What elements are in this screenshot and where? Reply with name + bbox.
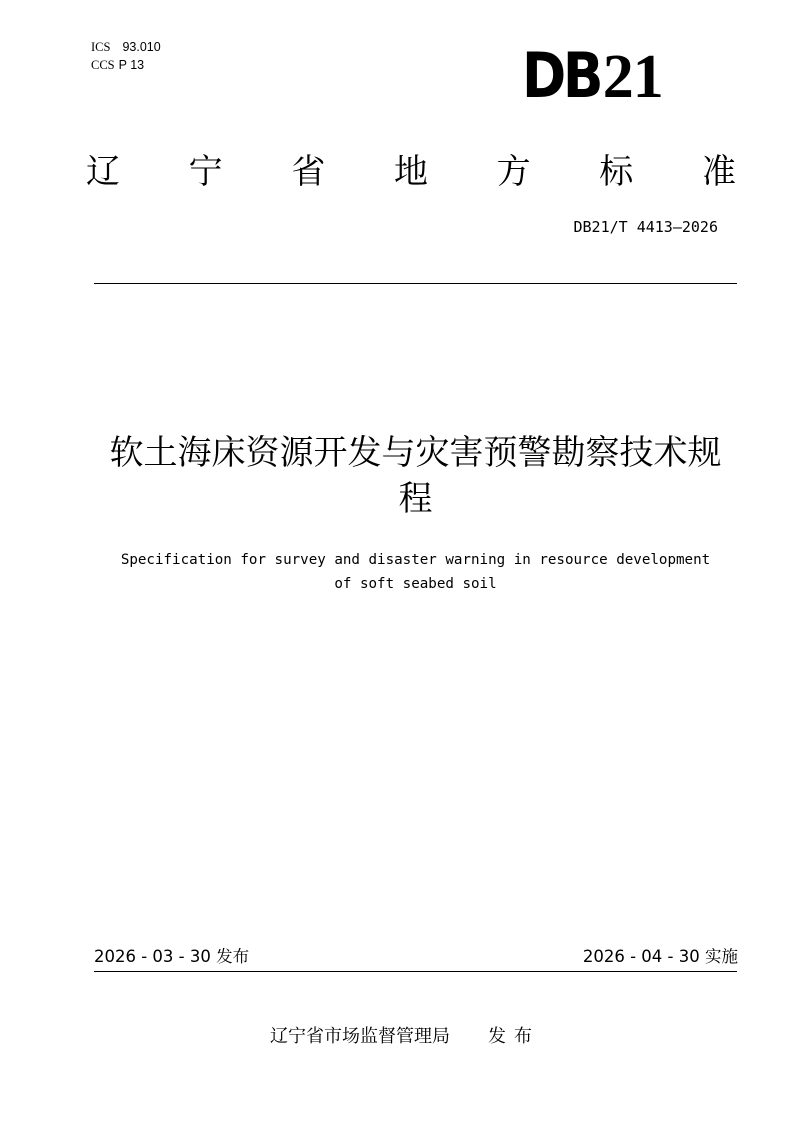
heading-char: 准	[701, 152, 736, 192]
english-title-line1: Specification for survey and disaster warning in resource development	[120, 552, 711, 568]
ccs-value: P 13	[118, 58, 145, 72]
heading-char: 地	[393, 152, 428, 192]
implementation-date: 2026 - 04 - 30 实施	[582, 947, 738, 966]
standard-type-heading	[86, 150, 736, 194]
publisher	[270, 1025, 540, 1049]
heading-char: 标	[599, 152, 634, 192]
ccs-label: CCS	[91, 58, 115, 72]
db21-logo	[522, 39, 663, 112]
ics-code	[91, 38, 161, 56]
chinese-title-line1: 软土海床资源开发与灾害预警勘察技术规	[109, 433, 722, 473]
ics-value: 93.010	[122, 40, 161, 54]
heading-char: 方	[496, 152, 531, 192]
standard-number: DB21/T 4413—2026	[573, 218, 718, 236]
ics-label: ICS	[91, 40, 111, 54]
top-divider	[94, 283, 737, 284]
logo-prefix: DB	[522, 39, 601, 112]
ccs-code	[91, 56, 161, 74]
heading-char: 省	[291, 152, 326, 192]
english-title-line2: of soft seabed soil	[334, 576, 497, 592]
english-title	[90, 548, 741, 596]
publisher-name: 辽宁省市场监督管理局	[270, 1026, 450, 1047]
publisher-action: 发布	[488, 1026, 540, 1047]
classification-codes	[91, 38, 161, 74]
chinese-title	[94, 430, 737, 522]
release-date: 2026 - 03 - 30 发布	[94, 947, 250, 966]
chinese-title-line2: 程	[398, 479, 433, 519]
heading-char: 宁	[188, 152, 223, 192]
logo-number: 21	[602, 43, 663, 111]
bottom-divider	[94, 971, 737, 972]
heading-char: 辽	[86, 152, 120, 192]
